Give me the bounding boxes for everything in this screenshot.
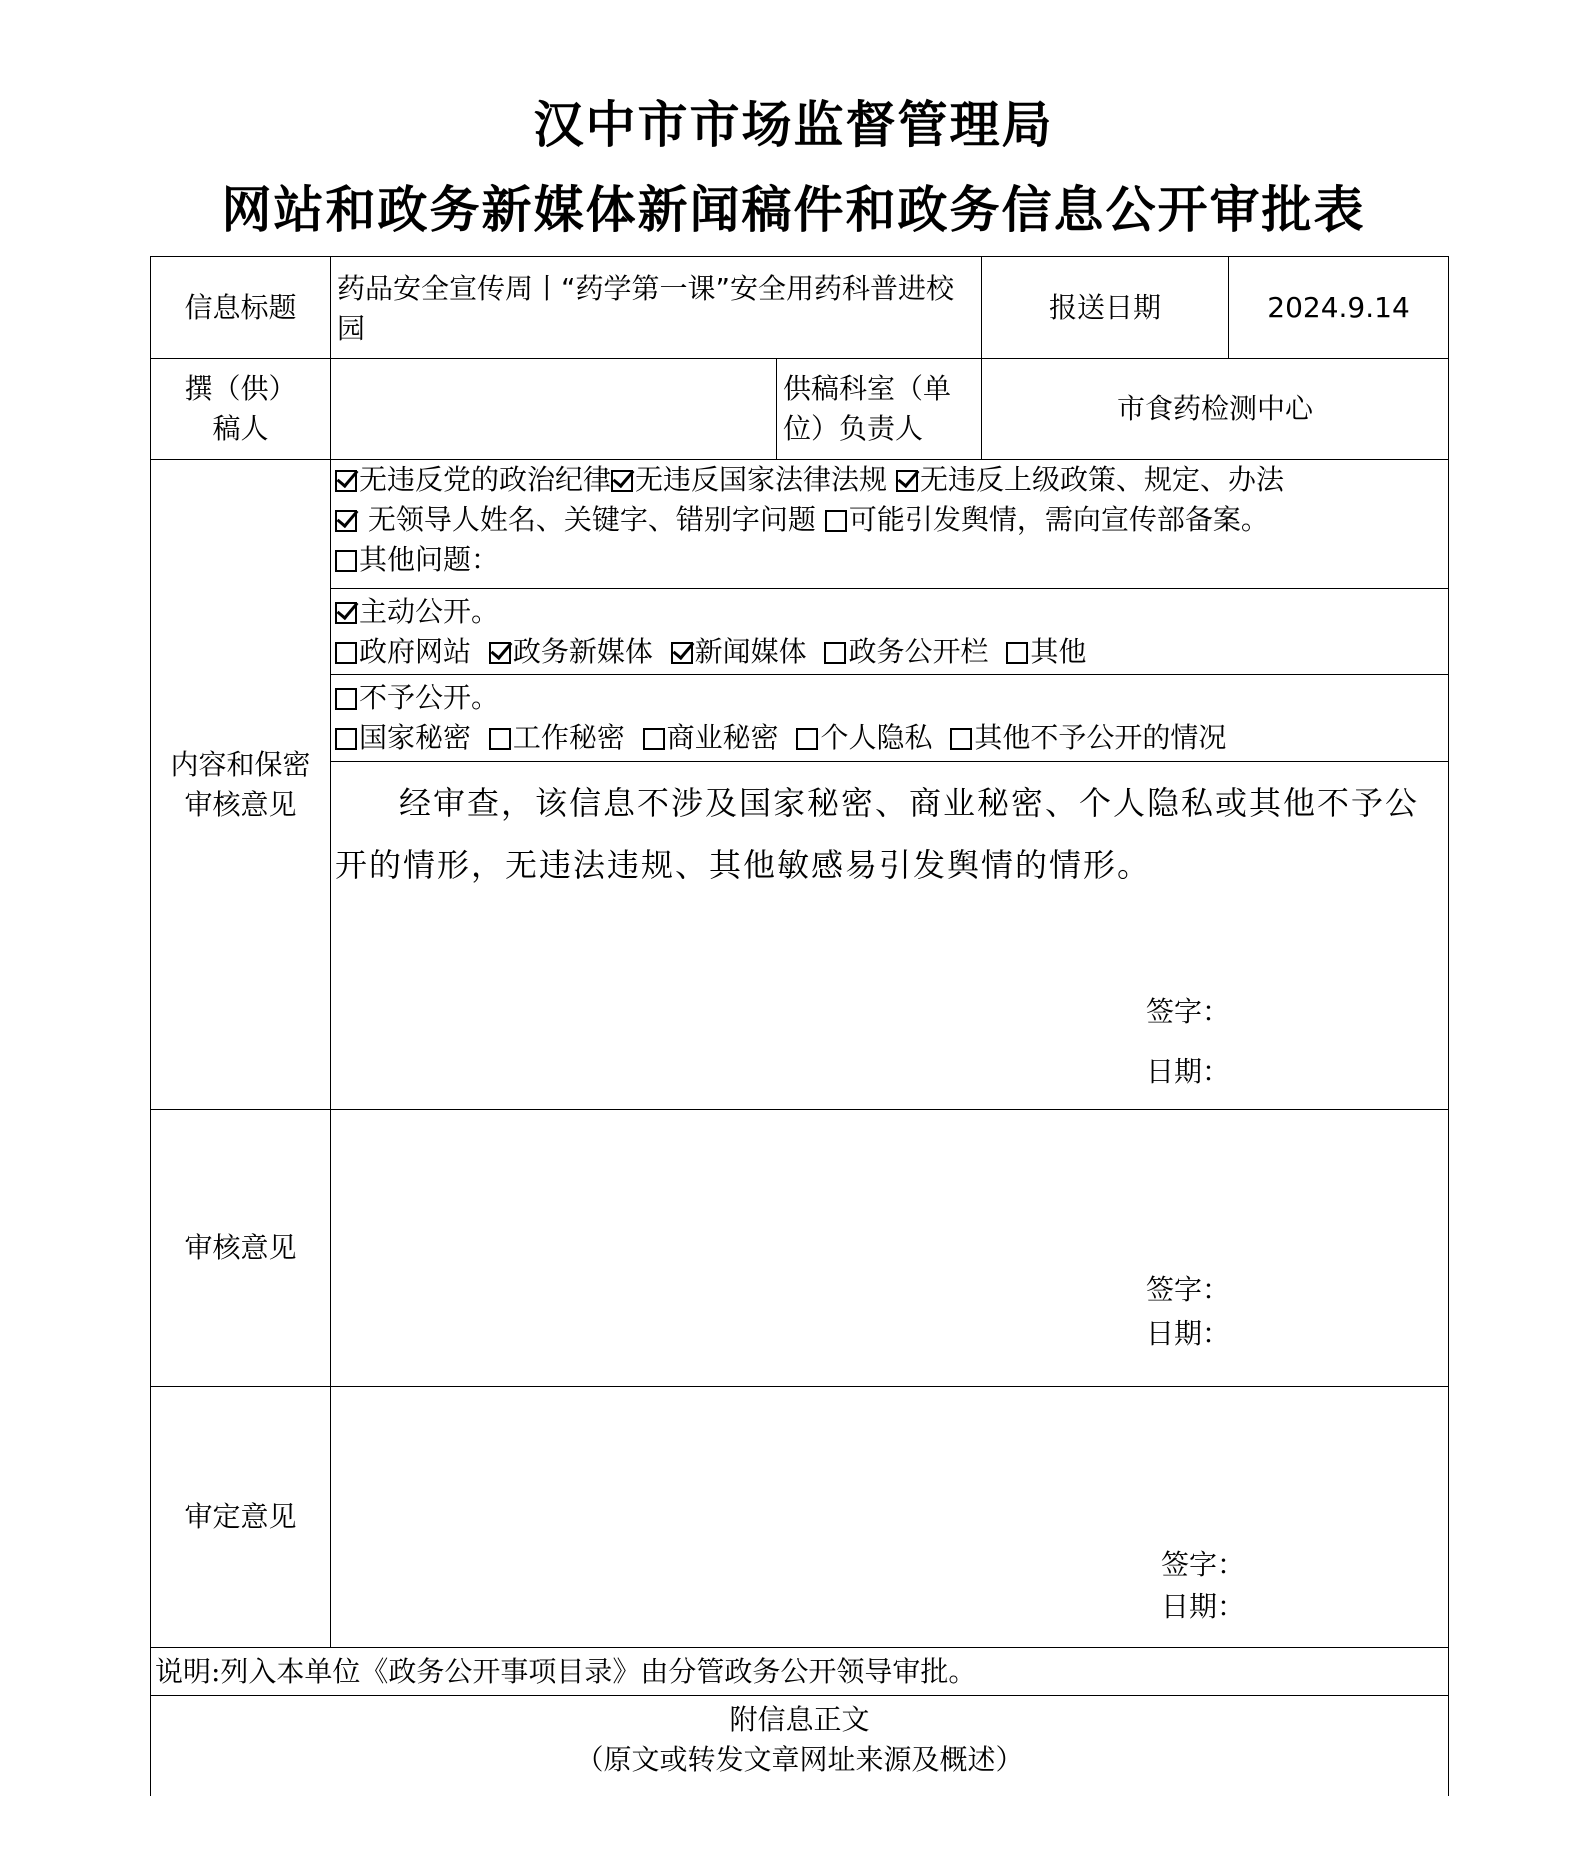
checkbox-icon (335, 510, 357, 532)
checkbox-icon (335, 728, 357, 750)
checkbox-icon (489, 728, 511, 750)
check-item-public-opinion[interactable]: 可能引发舆情，需向宣传部备案。 (825, 503, 1269, 536)
checkbox-icon (335, 642, 357, 664)
approve-sign-label: 签字： (1161, 1548, 1246, 1581)
audit-sign-label: 签字： (1146, 1273, 1231, 1306)
check-item-not-public[interactable]: 不予公开。 (335, 678, 1448, 718)
note-text: 说明:列入本单位《政务公开事项目录》由分管政务公开领导审批。 (151, 1648, 1449, 1696)
check-item-other-reason[interactable]: 其他不予公开的情况 (950, 721, 1226, 754)
check-item-business-secret[interactable]: 商业秘密 (643, 721, 779, 754)
approve-date-label: 日期： (1161, 1590, 1246, 1623)
author-value (331, 359, 777, 460)
checkbox-icon (950, 728, 972, 750)
row-public (151, 589, 1449, 675)
audit-cell[interactable] (331, 1110, 1449, 1387)
approve-label: 审定意见 (151, 1387, 331, 1648)
row-opinion (151, 762, 1449, 1110)
row-attachment (151, 1696, 1449, 1796)
check-item-political[interactable]: 无违反党的政治纪律 (335, 463, 611, 496)
review-checks-cell (331, 460, 1449, 589)
check-item-new-media[interactable]: 政务新媒体 (489, 635, 653, 668)
check-item-work-secret[interactable]: 工作秘密 (489, 721, 625, 754)
review-label: 内容和保密审核意见 (151, 460, 331, 1110)
check-item-news-media[interactable]: 新闻媒体 (671, 635, 807, 668)
row-note (151, 1648, 1449, 1696)
attachment-subtitle: （原文或转发文章网址来源及概述） (575, 1743, 1024, 1776)
info-title-label: 信息标题 (151, 257, 331, 359)
row-author (151, 359, 1449, 460)
approve-cell[interactable] (331, 1387, 1449, 1648)
check-item-leader-names[interactable]: 无领导人姓名、关键字、错别字问题 (335, 503, 816, 536)
row-not-public (151, 675, 1449, 762)
form-title-agency: 汉中市市场监督管理局 (533, 96, 1054, 154)
checkbox-icon (489, 642, 511, 664)
submit-date-label: 报送日期 (982, 257, 1229, 359)
check-item-other-channel[interactable]: 其他 (1006, 635, 1086, 668)
checkbox-icon (825, 510, 847, 532)
checkbox-icon (643, 728, 665, 750)
check-item-policy[interactable]: 无违反上级政策、规定、办法 (896, 463, 1284, 496)
check-item-privacy[interactable]: 个人隐私 (796, 721, 932, 754)
checkbox-icon (611, 470, 633, 492)
check-item-gov-website[interactable]: 政府网站 (335, 635, 471, 668)
dept-head-label: 供稿科室（单位）负责人 (777, 359, 982, 460)
check-item-public[interactable]: 主动公开。 (335, 592, 1448, 632)
checkbox-icon (824, 642, 846, 664)
form-title-main: 网站和政务新媒体新闻稿件和政务信息公开审批表 (221, 181, 1366, 239)
opinion-text: 经审查，该信息不涉及国家秘密、商业秘密、个人隐私或其他不予公开的情形，无违法违规、其他敏感易引发舆情的情形。 (335, 784, 1420, 884)
not-public-cell (331, 675, 1449, 762)
row-review-checks (151, 460, 1449, 589)
check-item-bulletin[interactable]: 政务公开栏 (824, 635, 988, 668)
opinion-cell (331, 762, 1449, 1110)
checkbox-icon (335, 550, 357, 572)
check-item-state-secret[interactable]: 国家秘密 (335, 721, 471, 754)
review-sign-label: 签字： (1146, 995, 1231, 1028)
attachment-title: 附信息正文 (729, 1703, 870, 1736)
checkbox-icon (335, 602, 357, 624)
attachment-cell (151, 1696, 1449, 1796)
row-approve (151, 1387, 1449, 1648)
public-cell (331, 589, 1449, 675)
audit-label: 审核意见 (151, 1110, 331, 1387)
checkbox-icon (335, 688, 357, 710)
checkbox-icon (335, 470, 357, 492)
review-date-label: 日期： (1146, 1055, 1231, 1088)
check-item-other-issues[interactable]: 其他问题： (335, 543, 499, 576)
dept-value: 市食药检测中心 (982, 359, 1449, 460)
checkbox-icon (796, 728, 818, 750)
row-audit (151, 1110, 1449, 1387)
audit-date-label: 日期： (1146, 1317, 1231, 1350)
approval-table (150, 256, 1449, 1796)
submit-date-value: 2024.9.14 (1229, 257, 1449, 359)
check-item-law[interactable]: 无违反国家法律法规 (611, 463, 887, 496)
author-label: 撰（供）稿人 (151, 359, 331, 460)
info-title-value: 药品安全宣传周丨“药学第一课”安全用药科普进校园 (331, 257, 982, 359)
checkbox-icon (671, 642, 693, 664)
checkbox-icon (1006, 642, 1028, 664)
row-info-title (151, 257, 1449, 359)
checkbox-icon (896, 470, 918, 492)
